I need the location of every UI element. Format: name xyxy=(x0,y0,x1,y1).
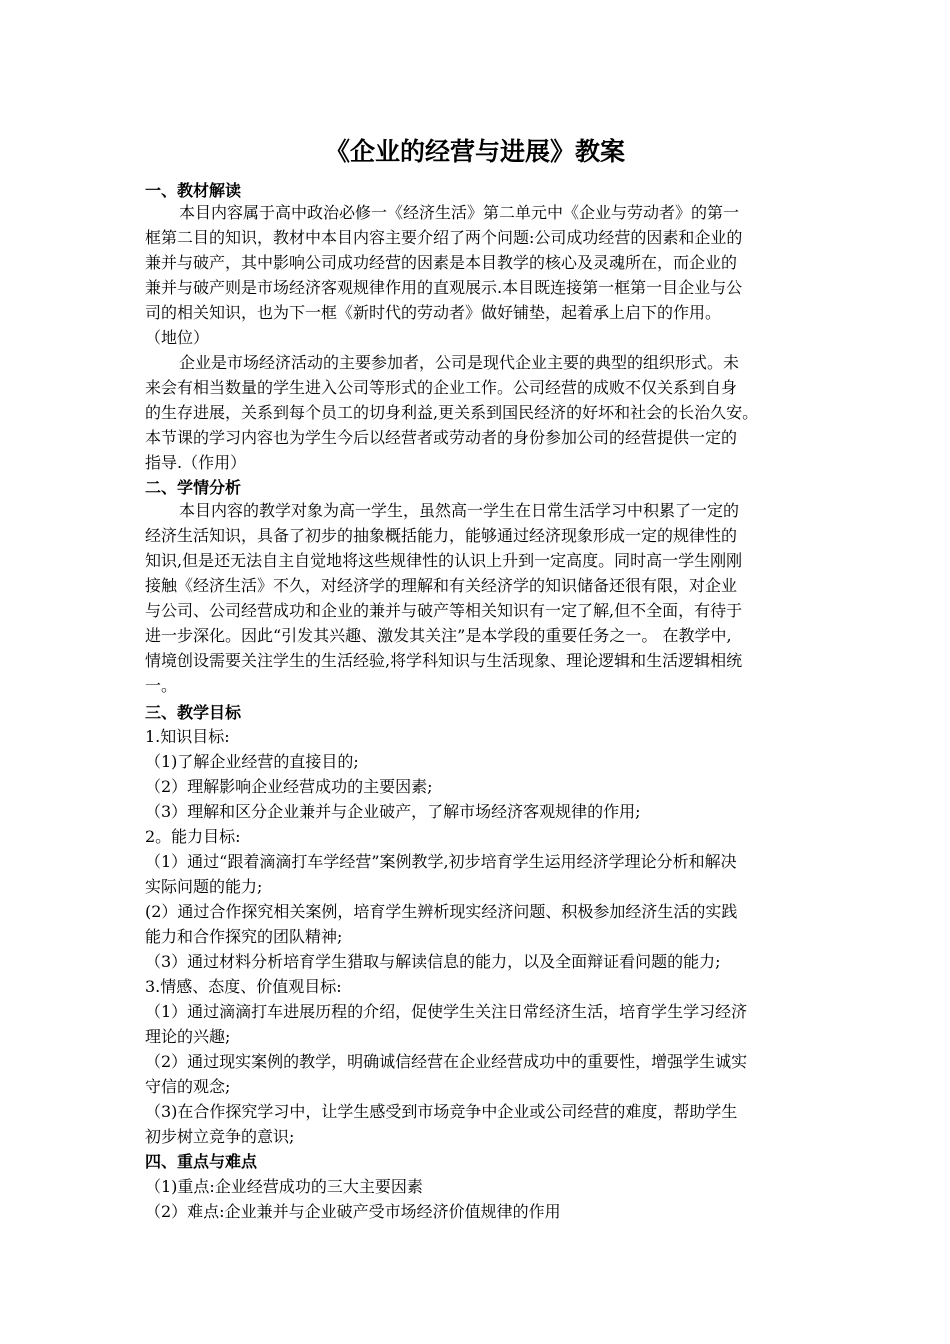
text-line: 框第二目的知识，教材中本目内容主要介绍了两个问题:公司成功经营的因素和企业的 xyxy=(145,228,743,247)
ability-goal-item: （3）通过材料分析培育学生猎取与解读信息的能力，以及全面辩证看问题的能力; xyxy=(145,952,721,971)
text-line: 本节课的学习内容也为学生今后以经营者或劳动者的身份参加公司的经营提供一定的 xyxy=(145,428,738,447)
text-line: 兼并与破产，其中影响公司成功经营的因素是本目教学的核心及灵魂所在，而企业的 xyxy=(145,253,738,272)
paragraph-position xyxy=(145,200,815,350)
text-line: 本目内容的教学对象为高一学生，虽然高一学生在日常生活学习中积累了一定的 xyxy=(179,501,740,520)
paragraph-function xyxy=(145,350,815,475)
text-line: 经济生活知识，具备了初步的抽象概括能力，能够通过经济现象形成一定的规律性的 xyxy=(145,526,738,545)
text-line: 企业是市场经济活动的主要参加者，公司是现代企业主要的典型的组织形式。未 xyxy=(179,353,740,372)
text-line: 兼并与破产则是市场经济客观规律作用的直观展示.本目既连接第一框第一目企业与公 xyxy=(145,278,743,297)
text-line: 司的相关知识，也为下一框《新时代的劳动者》做好铺垫，起着承上启下的作用。 xyxy=(145,303,722,322)
difficulty-item: （2）难点:企业兼并与企业破产受市场经济价值规律的作用 xyxy=(145,1202,561,1221)
emotion-goal-item: （3)在合作探究学习中，让学生感受到市场竞争中企业或公司经营的难度，帮助学生 xyxy=(145,1102,738,1121)
knowledge-goal-item: （3）理解和区分企业兼并与企业破产，了解市场经济客观规律的作用; xyxy=(145,802,641,821)
text-line: 一。 xyxy=(145,676,178,695)
text-line: 与公司、公司经营成功和企业的兼并与破产等相关知识有一定了解,但不全面，有待于 xyxy=(145,601,743,620)
ability-goal-item-cont: 能力和合作探究的团队精神; xyxy=(145,927,343,946)
section-heading-key-points: 四、重点与难点 xyxy=(145,1152,258,1171)
emotion-goal-item: （1）通过滴滴打车进展历程的介绍，促使学生关注日常经济生活，培育学生学习经济 xyxy=(145,1002,748,1021)
ability-goal-item: （1）通过“跟着滴滴打车学经营”案例教学,初步培育学生运用经济学理论分析和解决 xyxy=(145,852,737,871)
ability-goal-label: 2。能力目标: xyxy=(145,827,241,846)
ability-goal-item-cont: 实际问题的能力; xyxy=(145,877,263,896)
text-line: （地位） xyxy=(145,328,210,347)
emotion-goal-item: （2）通过现实案例的教学，明确诚信经营在企业经营成功中的重要性，增强学生诚实 xyxy=(145,1052,748,1071)
section-heading-students: 二、学情分析 xyxy=(145,478,242,497)
text-line: 知识,但是还无法自主自觉地将这些规律性的认识上升到一定高度。同时高一学生刚刚 xyxy=(145,551,743,570)
text-line: 来会有相当数量的学生进入公司等形式的企业工作。公司经营的成败不仅关系到自身 xyxy=(145,378,738,397)
knowledge-goal-label: 1.知识目标: xyxy=(145,727,230,746)
text-line: 的生存进展，关系到每个员工的切身利益,更关系到国民经济的好坏和社会的长治久安。 xyxy=(145,403,759,422)
knowledge-goal-item: （2）理解影响企业经营成功的主要因素; xyxy=(145,777,433,796)
section-heading-textbook: 一、教材解读 xyxy=(145,181,242,200)
text-line: 进一步深化。因此“引发其兴趣、激发其关注”是本学段的重要任务之一。 在教学中, xyxy=(145,626,732,645)
text-line: 情境创设需要关注学生的生活经验,将学科知识与生活现象、理论逻辑和生活逻辑相统 xyxy=(145,651,743,670)
emotion-goal-item-cont: 理论的兴趣; xyxy=(145,1027,231,1046)
key-point-item: （1)重点:企业经营成功的三大主要因素 xyxy=(145,1177,423,1196)
paragraph-students xyxy=(145,498,815,698)
emotion-goal-item-cont: 守信的观念; xyxy=(145,1077,231,1096)
text-line: 指导.（作用） xyxy=(145,453,247,472)
emotion-goal-item-cont: 初步树立竞争的意识; xyxy=(145,1127,295,1146)
section-heading-objectives: 三、教学目标 xyxy=(145,703,242,722)
document-title: 《企业的经营与进展》教案 xyxy=(324,137,625,166)
text-line: 接触《经济生活》不久，对经济学的理解和有关经济学的知识储备还很有限，对企业 xyxy=(145,576,738,595)
emotion-goal-label: 3.情感、态度、价值观目标: xyxy=(145,977,342,996)
text-line: 本目内容属于高中政治必修一《经济生活》第二单元中《企业与劳动者》的第一 xyxy=(179,203,740,222)
ability-goal-item: (2）通过合作探究相关案例，培育学生辨析现实经济问题、积极参加经济生活的实践 xyxy=(145,902,738,921)
knowledge-goal-item: （1)了解企业经营的直接目的; xyxy=(145,752,359,771)
